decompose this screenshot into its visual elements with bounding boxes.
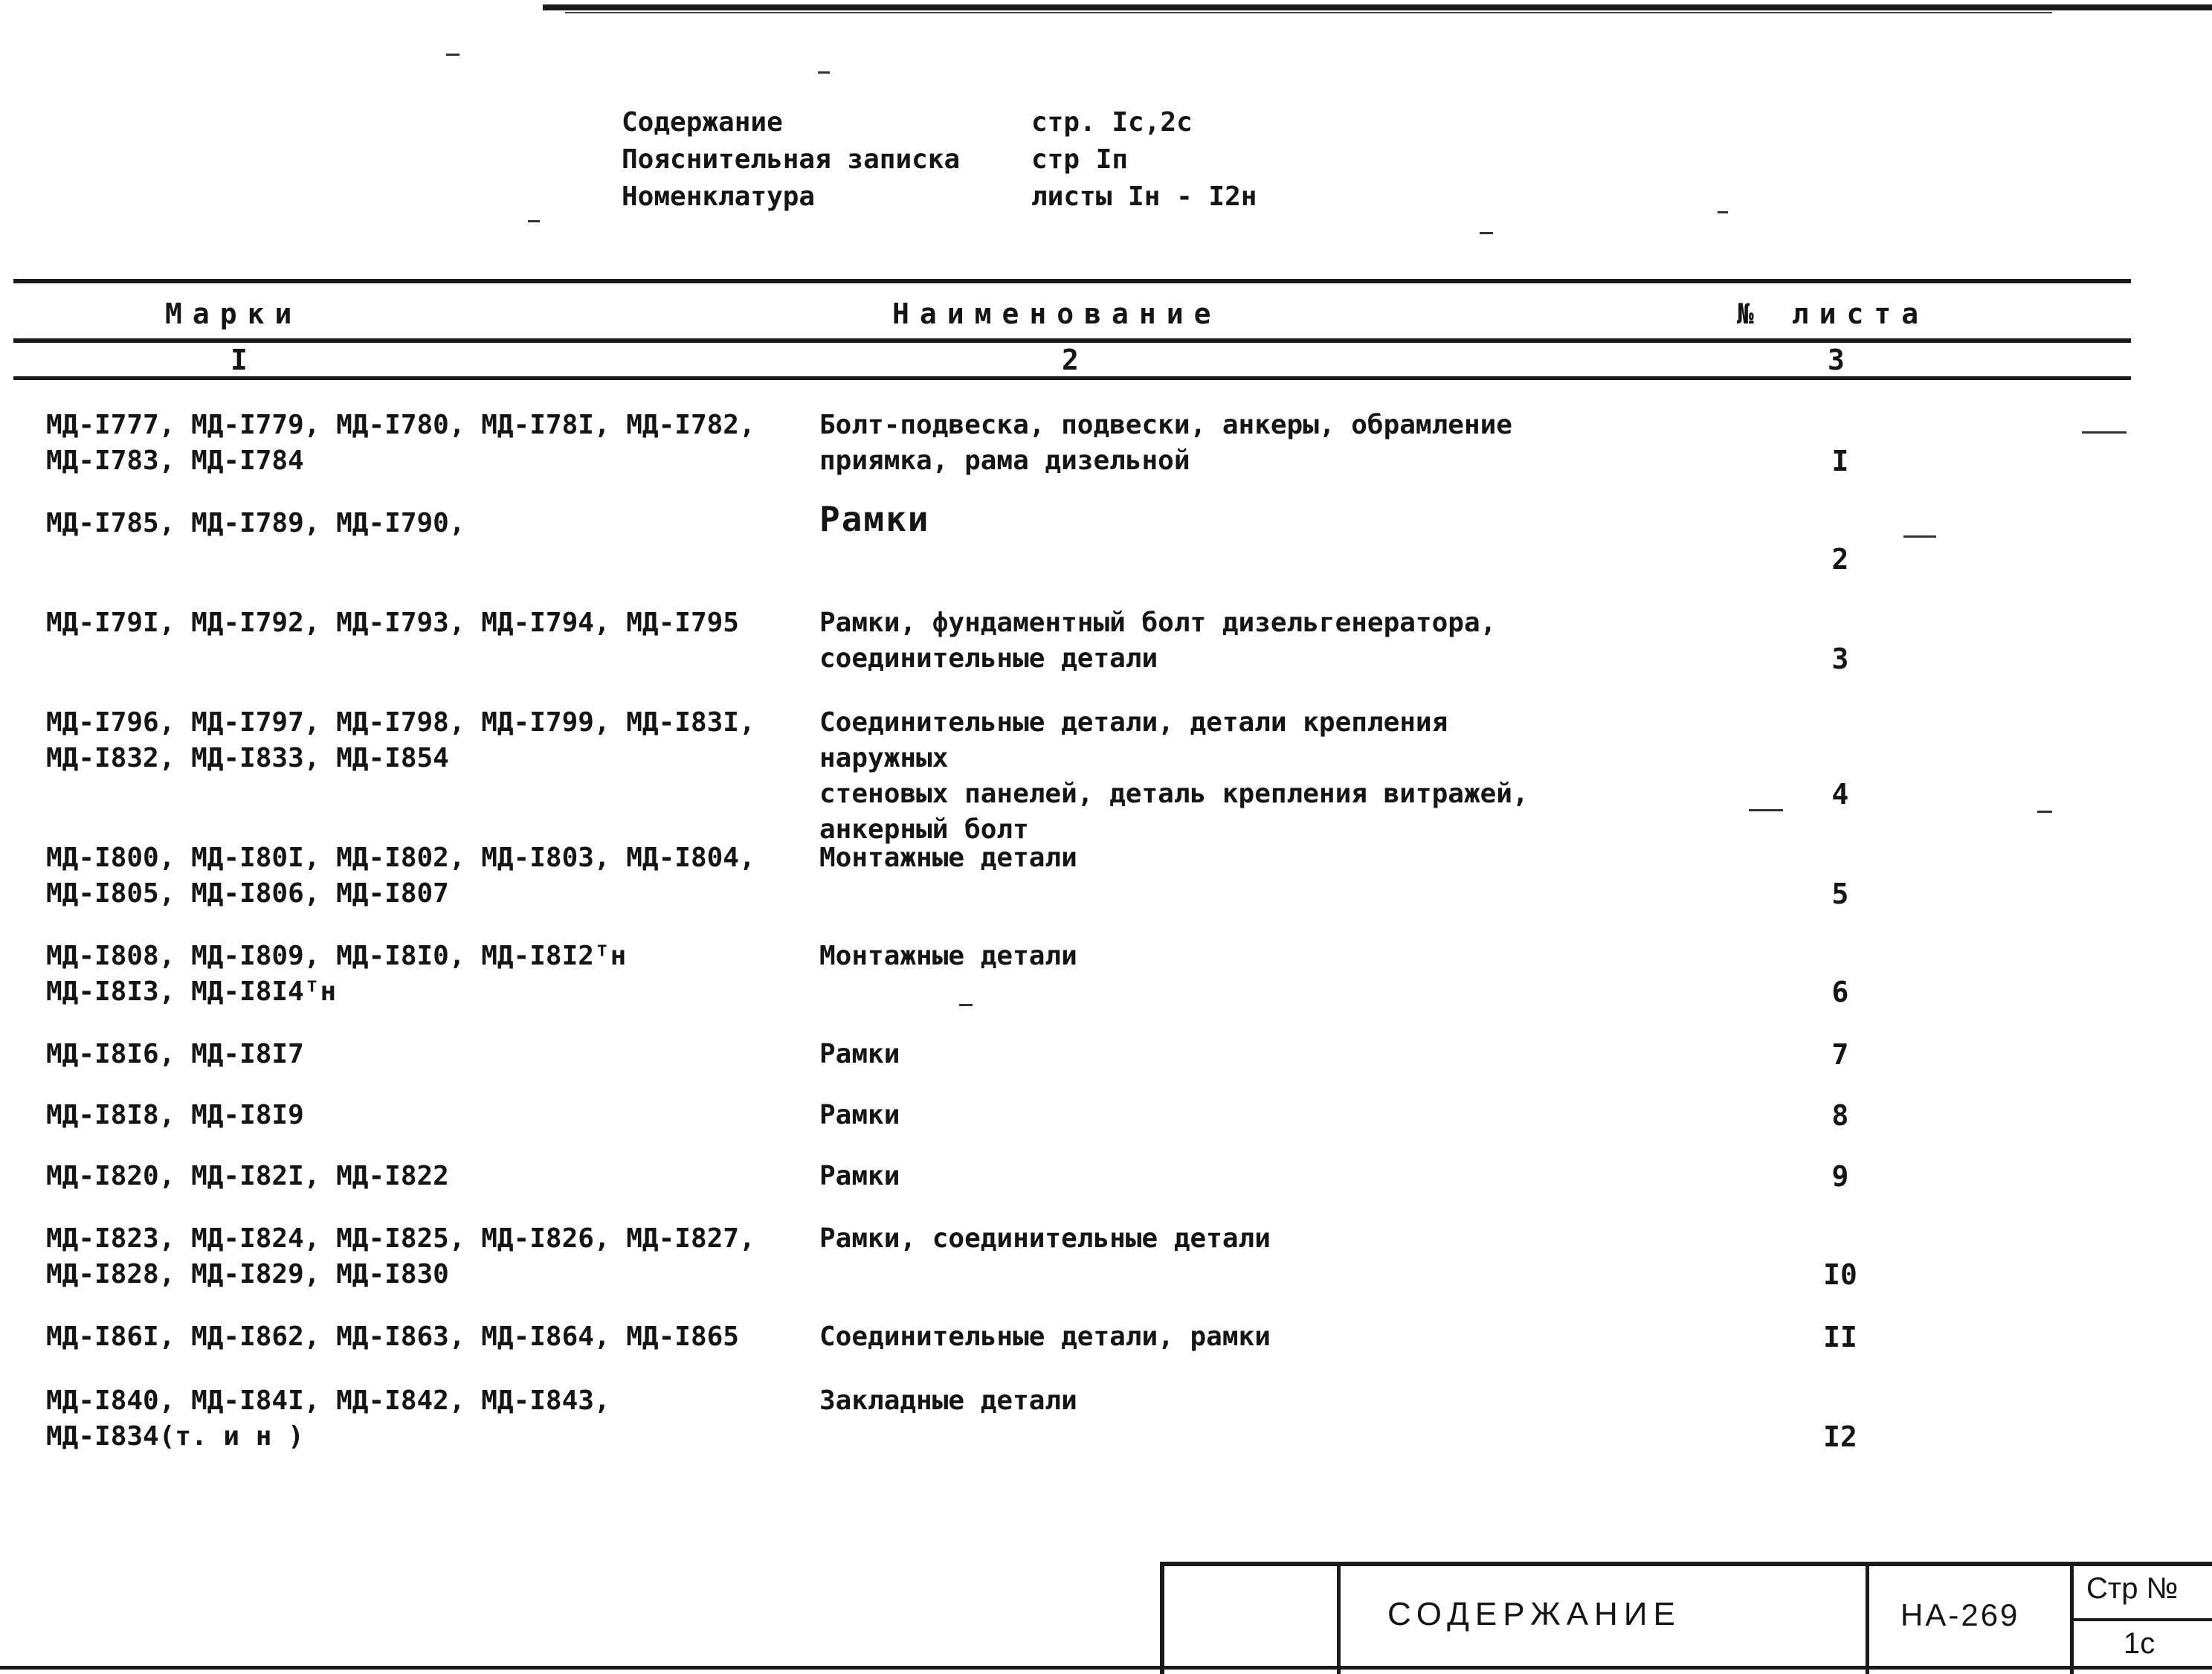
contents-item-ref: стр. Iс,2с (1031, 107, 1193, 138)
row-name: Монтажные детали (819, 843, 1077, 873)
row-marks: МД-I8I8, МД-I8I9 (46, 1100, 304, 1130)
column-header-marks: Марки (165, 297, 303, 330)
title-block-divider (1866, 1566, 1869, 1674)
row-marks: МД-I808, МД-I809, МД-I8I0, МД-I8I2ᵀн МД-I8I3, МД-I8I4ᵀн (46, 941, 627, 1007)
row-marks: МД-I820, МД-I82I, МД-I822 (46, 1161, 449, 1191)
top-border-line (543, 4, 2212, 10)
top-border-line-thin (565, 12, 2052, 13)
scan-speck (1749, 809, 1783, 811)
title-block (1160, 1562, 2212, 1674)
row-sheet: I2 (1823, 1420, 1857, 1453)
column-header-name: Наименование (892, 297, 1222, 330)
scan-speck (1480, 232, 1493, 234)
title-block-title: СОДЕРЖАНИЕ (1387, 1596, 1681, 1632)
row-name: Соединительные детали, рамки (819, 1322, 1271, 1352)
row-marks: МД-I796, МД-I797, МД-I798, МД-I799, МД-I83I, МД-I832, МД-I833, МД-I854 (46, 707, 755, 773)
contents-item-label: Пояснительная записка (622, 144, 961, 175)
row-name: Рамки (819, 499, 930, 539)
column-number-sheet: 3 (1828, 344, 1845, 376)
row-sheet: 7 (1831, 1038, 1849, 1071)
scan-speck (2037, 811, 2052, 813)
scan-speck (446, 54, 460, 56)
row-marks: МД-I823, МД-I824, МД-I825, МД-I826, МД-I827, МД-I828, МД-I829, МД-I830 (46, 1223, 755, 1290)
title-block-divider (2074, 1618, 2212, 1621)
row-sheet: 2 (1831, 543, 1849, 576)
row-name: Соединительные детали, детали крепления наружных стеновых панелей, деталь крепления витражей, анкерный болт (819, 707, 1529, 845)
table-column-number-rule (13, 376, 2131, 380)
row-name: Рамки (819, 1039, 900, 1069)
row-marks: МД-I777, МД-I779, МД-I780, МД-I78I, МД-I782, МД-I783, МД-I784 (46, 410, 755, 476)
row-sheet: 9 (1831, 1160, 1849, 1193)
row-name: Рамки (819, 1100, 900, 1130)
column-number-marks: I (230, 344, 248, 376)
row-sheet: I0 (1823, 1258, 1857, 1291)
row-marks: МД-I800, МД-I80I, МД-I802, МД-I803, МД-I804, МД-I805, МД-I806, МД-I807 (46, 843, 755, 909)
scan-speck (818, 71, 830, 74)
bottom-border-line (0, 1666, 2212, 1670)
scan-speck (2082, 431, 2126, 434)
row-marks: МД-I840, МД-I84I, МД-I842, МД-I843, МД-I834(т. и н ) (46, 1385, 610, 1452)
row-marks: МД-I8I6, МД-I8I7 (46, 1039, 304, 1069)
contents-item-label: Содержание (622, 107, 783, 138)
row-name: Закладные детали (819, 1385, 1077, 1416)
contents-item (622, 178, 1257, 216)
title-block-page-number: 1с (2124, 1627, 2155, 1660)
column-header-sheet: № листа (1737, 297, 1929, 330)
row-name: Монтажные детали (819, 941, 1077, 971)
row-marks: МД-I86I, МД-I862, МД-I863, МД-I864, МД-I865 (46, 1322, 739, 1352)
contents-item-ref: стр Iп (1031, 144, 1129, 175)
row-name: Рамки, соединительные детали (819, 1223, 1271, 1254)
row-marks: МД-I79I, МД-I792, МД-I793, МД-I794, МД-I795 (46, 608, 739, 638)
contents-list (622, 104, 1257, 216)
title-block-divider (1337, 1566, 1341, 1674)
table-top-rule (13, 279, 2131, 283)
row-sheet: I (1831, 445, 1849, 477)
contents-item-label: Номенклатура (622, 181, 816, 212)
row-marks: МД-I785, МД-I789, МД-I790, (46, 508, 465, 538)
scan-speck (1718, 211, 1728, 213)
table-header-rule (13, 338, 2131, 343)
title-block-page-label: Стр № (2086, 1572, 2179, 1605)
scan-speck (1903, 535, 1936, 538)
row-name: Болт-подвеска, подвески, анкеры, обрамление приямка, рама дизельной (819, 410, 1512, 476)
title-block-code: НА-269 (1900, 1597, 2020, 1632)
row-name: Рамки (819, 1161, 900, 1191)
row-sheet: 6 (1831, 976, 1849, 1008)
contents-item-ref: листы Iн - I2н (1031, 181, 1257, 212)
scan-speck (528, 220, 540, 222)
scan-speck (959, 1004, 973, 1006)
contents-item (622, 141, 1257, 178)
row-sheet: 3 (1831, 643, 1849, 675)
row-sheet: II (1823, 1321, 1857, 1353)
row-sheet: 8 (1831, 1099, 1849, 1132)
row-sheet: 4 (1831, 778, 1849, 811)
column-number-name: 2 (1062, 344, 1079, 376)
contents-item (622, 104, 1257, 141)
row-sheet: 5 (1831, 878, 1849, 910)
row-name: Рамки, фундаментный болт дизельгенератора, соединительные детали (819, 608, 1497, 674)
